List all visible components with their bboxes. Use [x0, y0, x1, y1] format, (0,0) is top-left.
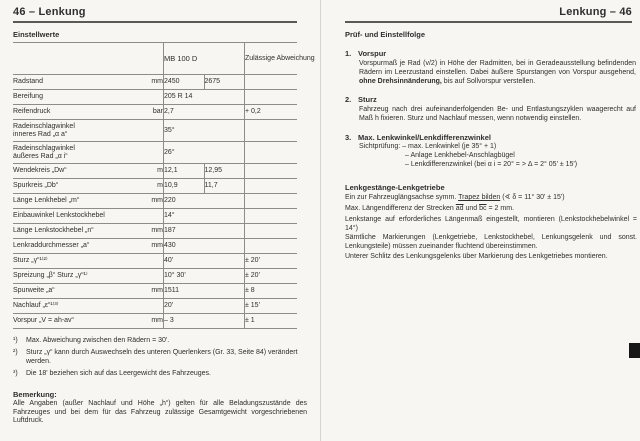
- checklist-line-1: [359, 143, 639, 152]
- row-label: Spurkreis „Db“: [13, 179, 125, 194]
- row-label-line1: Radeinschlagwinkel: [13, 144, 75, 152]
- table-row: [13, 179, 297, 194]
- row-unit: m: [125, 164, 164, 179]
- linkage-underlined: Trapez bilden: [458, 194, 501, 201]
- row-tolerance: ± 20': [245, 254, 298, 269]
- row-value-1: 12,1: [164, 164, 205, 179]
- row-label: Spreizung „β“ Sturz „γ“¹⁾: [13, 269, 125, 284]
- linkage-text: (∢ δ = 11° 30' ± 15'): [500, 194, 565, 201]
- settings-table: [13, 42, 315, 329]
- header-empty-cell: [125, 43, 164, 75]
- row-unit: [125, 269, 164, 284]
- row-value-1: 2450: [164, 75, 205, 90]
- linkage-paragraph-4: Sämtliche Markierungen (Lenkgetriebe, Lenkstockhebel, Lenkungsgelenk und sonst. Lenkungsteile) müssen zueinander fluchtend übereinstimmen.: [345, 234, 637, 250]
- row-unit: [125, 90, 164, 105]
- linkage-paragraph-5: Unterer Schlitz des Lenkungsgelenks über Markierung des Lenkgetriebes montieren.: [345, 253, 608, 260]
- step-2-body: Fahrzeug nach drei aufeinanderfolgenden Be- und Entlastungszyklen waagerecht auf Maß h fixieren. Sturz und Nachlauf messen, wenn notwendig einstellen.: [359, 106, 636, 122]
- row-tolerance: [245, 75, 298, 90]
- row-label: [13, 142, 125, 164]
- row-tolerance: ± 15': [245, 299, 298, 314]
- header-model-cell: MB 100 D: [164, 43, 245, 75]
- row-label: Reifendruck: [13, 105, 125, 120]
- linkage-text: Max. Längendifferenz der Strecken: [345, 205, 456, 212]
- row-tolerance: [245, 209, 298, 224]
- step-number: 1.: [345, 49, 352, 58]
- table-row: [13, 314, 297, 329]
- remark-text: Alle Angaben (außer Nachlauf und Höhe „h“) gelten für alle Beladungszustände des Fahrzeuges und bei dem für das Fahrzeug zulässige Gesamtgewicht vorgeschriebenen Luftdruck.: [13, 400, 307, 424]
- row-label: Länge Lenkstockhebel „n“: [13, 224, 125, 239]
- row-value: 430: [164, 239, 245, 254]
- table-row: [13, 209, 297, 224]
- row-label: Einbauwinkel Lenkstockhebel: [13, 209, 125, 224]
- row-label-line1: Radeinschlagwinkel: [13, 122, 75, 130]
- step-1-title: [345, 49, 386, 58]
- row-value: 26°: [164, 142, 245, 164]
- row-unit: [125, 209, 164, 224]
- row-label: Bereifung: [13, 90, 125, 105]
- checklist-line-3: – Lenkdifferenzwinkel (bei α i = 20° = > Δ = 2° 05' ± 15'): [405, 160, 578, 168]
- row-value-2: 12,95: [204, 164, 245, 179]
- row-tolerance: [245, 90, 298, 105]
- checklist-intro: Sichtprüfung:: [359, 143, 401, 150]
- linkage-text: = 2 mm.: [486, 205, 514, 212]
- row-value-2: 11,7: [204, 179, 245, 194]
- remark-title: Bemerkung:: [13, 390, 57, 399]
- step-number: 2.: [345, 95, 352, 104]
- row-label: [13, 120, 125, 142]
- row-value: 1511: [164, 284, 245, 299]
- step-title-text: Vorspur: [358, 49, 387, 58]
- table-row: [13, 105, 297, 120]
- row-label: Lenkraddurchmesser „a“: [13, 239, 125, 254]
- row-unit: mm: [125, 194, 164, 209]
- step-number: 3.: [345, 133, 352, 142]
- table-row: [13, 254, 297, 269]
- row-unit: [125, 299, 164, 314]
- step-body-text: Vorspurmaß je Rad (v/2) in Höhe der Radmitten, bei in Geradeausstellung befindenden Rädern im Leerzustand einstellen. Dabei äußere Spurstangen von Vorspur ausgehend,: [359, 60, 636, 76]
- step-2-title: [345, 95, 377, 104]
- row-tolerance: [245, 179, 298, 194]
- row-value: 40': [164, 254, 245, 269]
- row-unit: mm: [125, 224, 164, 239]
- step-3-checklist: [359, 143, 639, 169]
- footnote-text: Max. Abweichung zwischen den Rädern = 30'.: [26, 337, 170, 344]
- step-title-text: Max. Lenkwinkel/Lenkdifferenzwinkel: [358, 133, 491, 142]
- row-label: Radstand: [13, 75, 125, 90]
- table-header-row: [13, 43, 297, 75]
- row-value: 10° 30': [164, 269, 245, 284]
- row-unit: bar: [125, 105, 164, 120]
- row-unit: [125, 120, 164, 142]
- step-title-text: Sturz: [358, 95, 377, 104]
- row-value: 20': [164, 299, 245, 314]
- linkage-text: Ein zur Fahrzeuglängsachse symm.: [345, 194, 459, 201]
- header-empty-cell: [13, 43, 125, 75]
- right-header-rule: [345, 21, 632, 23]
- row-tolerance: ± 8: [245, 284, 298, 299]
- row-tolerance: [245, 194, 298, 209]
- right-page: [320, 0, 640, 441]
- row-value-1: 10,9: [164, 179, 205, 194]
- row-value: 205 R 14: [164, 90, 245, 105]
- row-value: 187: [164, 224, 245, 239]
- row-tolerance: [245, 164, 298, 179]
- left-page-header: 46 – Lenkung: [13, 6, 86, 18]
- footnote-marker: ²): [13, 349, 18, 356]
- table-row: [13, 239, 297, 254]
- step-1-body: [359, 59, 636, 86]
- right-section-title: Prüf- und Einstellfolge: [345, 30, 425, 39]
- table-row: [13, 194, 297, 209]
- footnote-marker: ¹): [13, 337, 18, 344]
- row-label: Länge Lenkhebel „m“: [13, 194, 125, 209]
- row-label: Vorspur „V = ah-av“: [13, 314, 125, 329]
- linkage-title: Lenkgestänge-Lenkgetriebe: [345, 183, 445, 192]
- row-label-line2: inneres Rad „α a“: [13, 130, 68, 138]
- checklist-line-2: – Anlage Lenkhebel-Anschlagbügel: [405, 151, 515, 159]
- row-label: Spurweite „a“: [13, 284, 125, 299]
- footnote-marker: ³): [13, 369, 18, 377]
- row-tolerance: ± 20': [245, 269, 298, 284]
- checklist-item: – max. Lenkwinkel (je 35° + 1): [402, 143, 497, 150]
- row-value-2: 2675: [204, 75, 245, 90]
- table-row: [13, 120, 297, 142]
- step-body-text: bis auf Sollvorspur verstellen.: [441, 78, 536, 85]
- right-page-header: Lenkung – 46: [559, 6, 632, 18]
- row-tolerance: [245, 120, 298, 142]
- step-body-bold: ohne Drehsinnänderung,: [359, 78, 442, 85]
- row-label-line2: äußeres Rad „α i“: [13, 152, 68, 160]
- table-row: [13, 284, 297, 299]
- table-row: [13, 90, 297, 105]
- row-value: 2,7: [164, 105, 245, 120]
- chapter-index-tab: [629, 343, 640, 358]
- left-header-rule: [13, 21, 297, 23]
- left-section-title: Einstellwerte: [13, 30, 60, 39]
- row-value: – 3: [164, 314, 245, 329]
- footnote-1: [13, 337, 303, 346]
- table-row: [13, 224, 297, 239]
- segment-bc: $\overline{bc}$: [479, 205, 487, 212]
- linkage-text: und: [463, 205, 480, 212]
- header-tolerance-cell: Zulässige Abweichung: [245, 43, 298, 75]
- footnotes: [13, 337, 303, 382]
- row-unit: mm: [125, 75, 164, 90]
- table-row: [13, 142, 297, 164]
- footnote-text: Sturz „γ“ kann durch Auswechseln des unteren Querlenkers (Gr. 33, Seite 84) verändert werden.: [26, 349, 298, 365]
- linkage-paragraph-2: [345, 204, 637, 213]
- linkage-paragraph-3: Lenkstange auf erforderliches Längenmaß eingestellt, montieren (Lenkstockhebelwinkel = 14°): [345, 216, 637, 232]
- row-tolerance: [245, 224, 298, 239]
- row-label: Nachlauf „ε“¹⁾³⁾: [13, 299, 125, 314]
- row-unit: [125, 254, 164, 269]
- step-3-title: [345, 133, 491, 142]
- row-tolerance: [245, 142, 298, 164]
- row-unit: mm: [125, 284, 164, 299]
- row-value: 14°: [164, 209, 245, 224]
- linkage-paragraph-1: [345, 193, 637, 202]
- footnote-3: [13, 370, 303, 379]
- table-row: [13, 75, 297, 90]
- row-value: 35°: [164, 120, 245, 142]
- row-unit: mm: [125, 239, 164, 254]
- table-row: [13, 269, 297, 284]
- table-row: [13, 164, 297, 179]
- table-row: [13, 299, 297, 314]
- footnote-text: Die 18' beziehen sich auf das Leergewicht des Fahrzeuges.: [26, 369, 212, 377]
- row-tolerance: [245, 239, 298, 254]
- row-value: 220: [164, 194, 245, 209]
- row-tolerance: ± 1: [245, 314, 298, 329]
- row-label: Wendekreis „Dw“: [13, 164, 125, 179]
- row-unit: m: [125, 179, 164, 194]
- row-label: Sturz „γ“¹⁾²⁾: [13, 254, 125, 269]
- row-unit: [125, 142, 164, 164]
- row-unit: mm: [125, 314, 164, 329]
- row-tolerance: + 0,2: [245, 105, 298, 120]
- footnote-2: [13, 349, 303, 366]
- segment-ad: $\overline{ad}$: [455, 205, 464, 212]
